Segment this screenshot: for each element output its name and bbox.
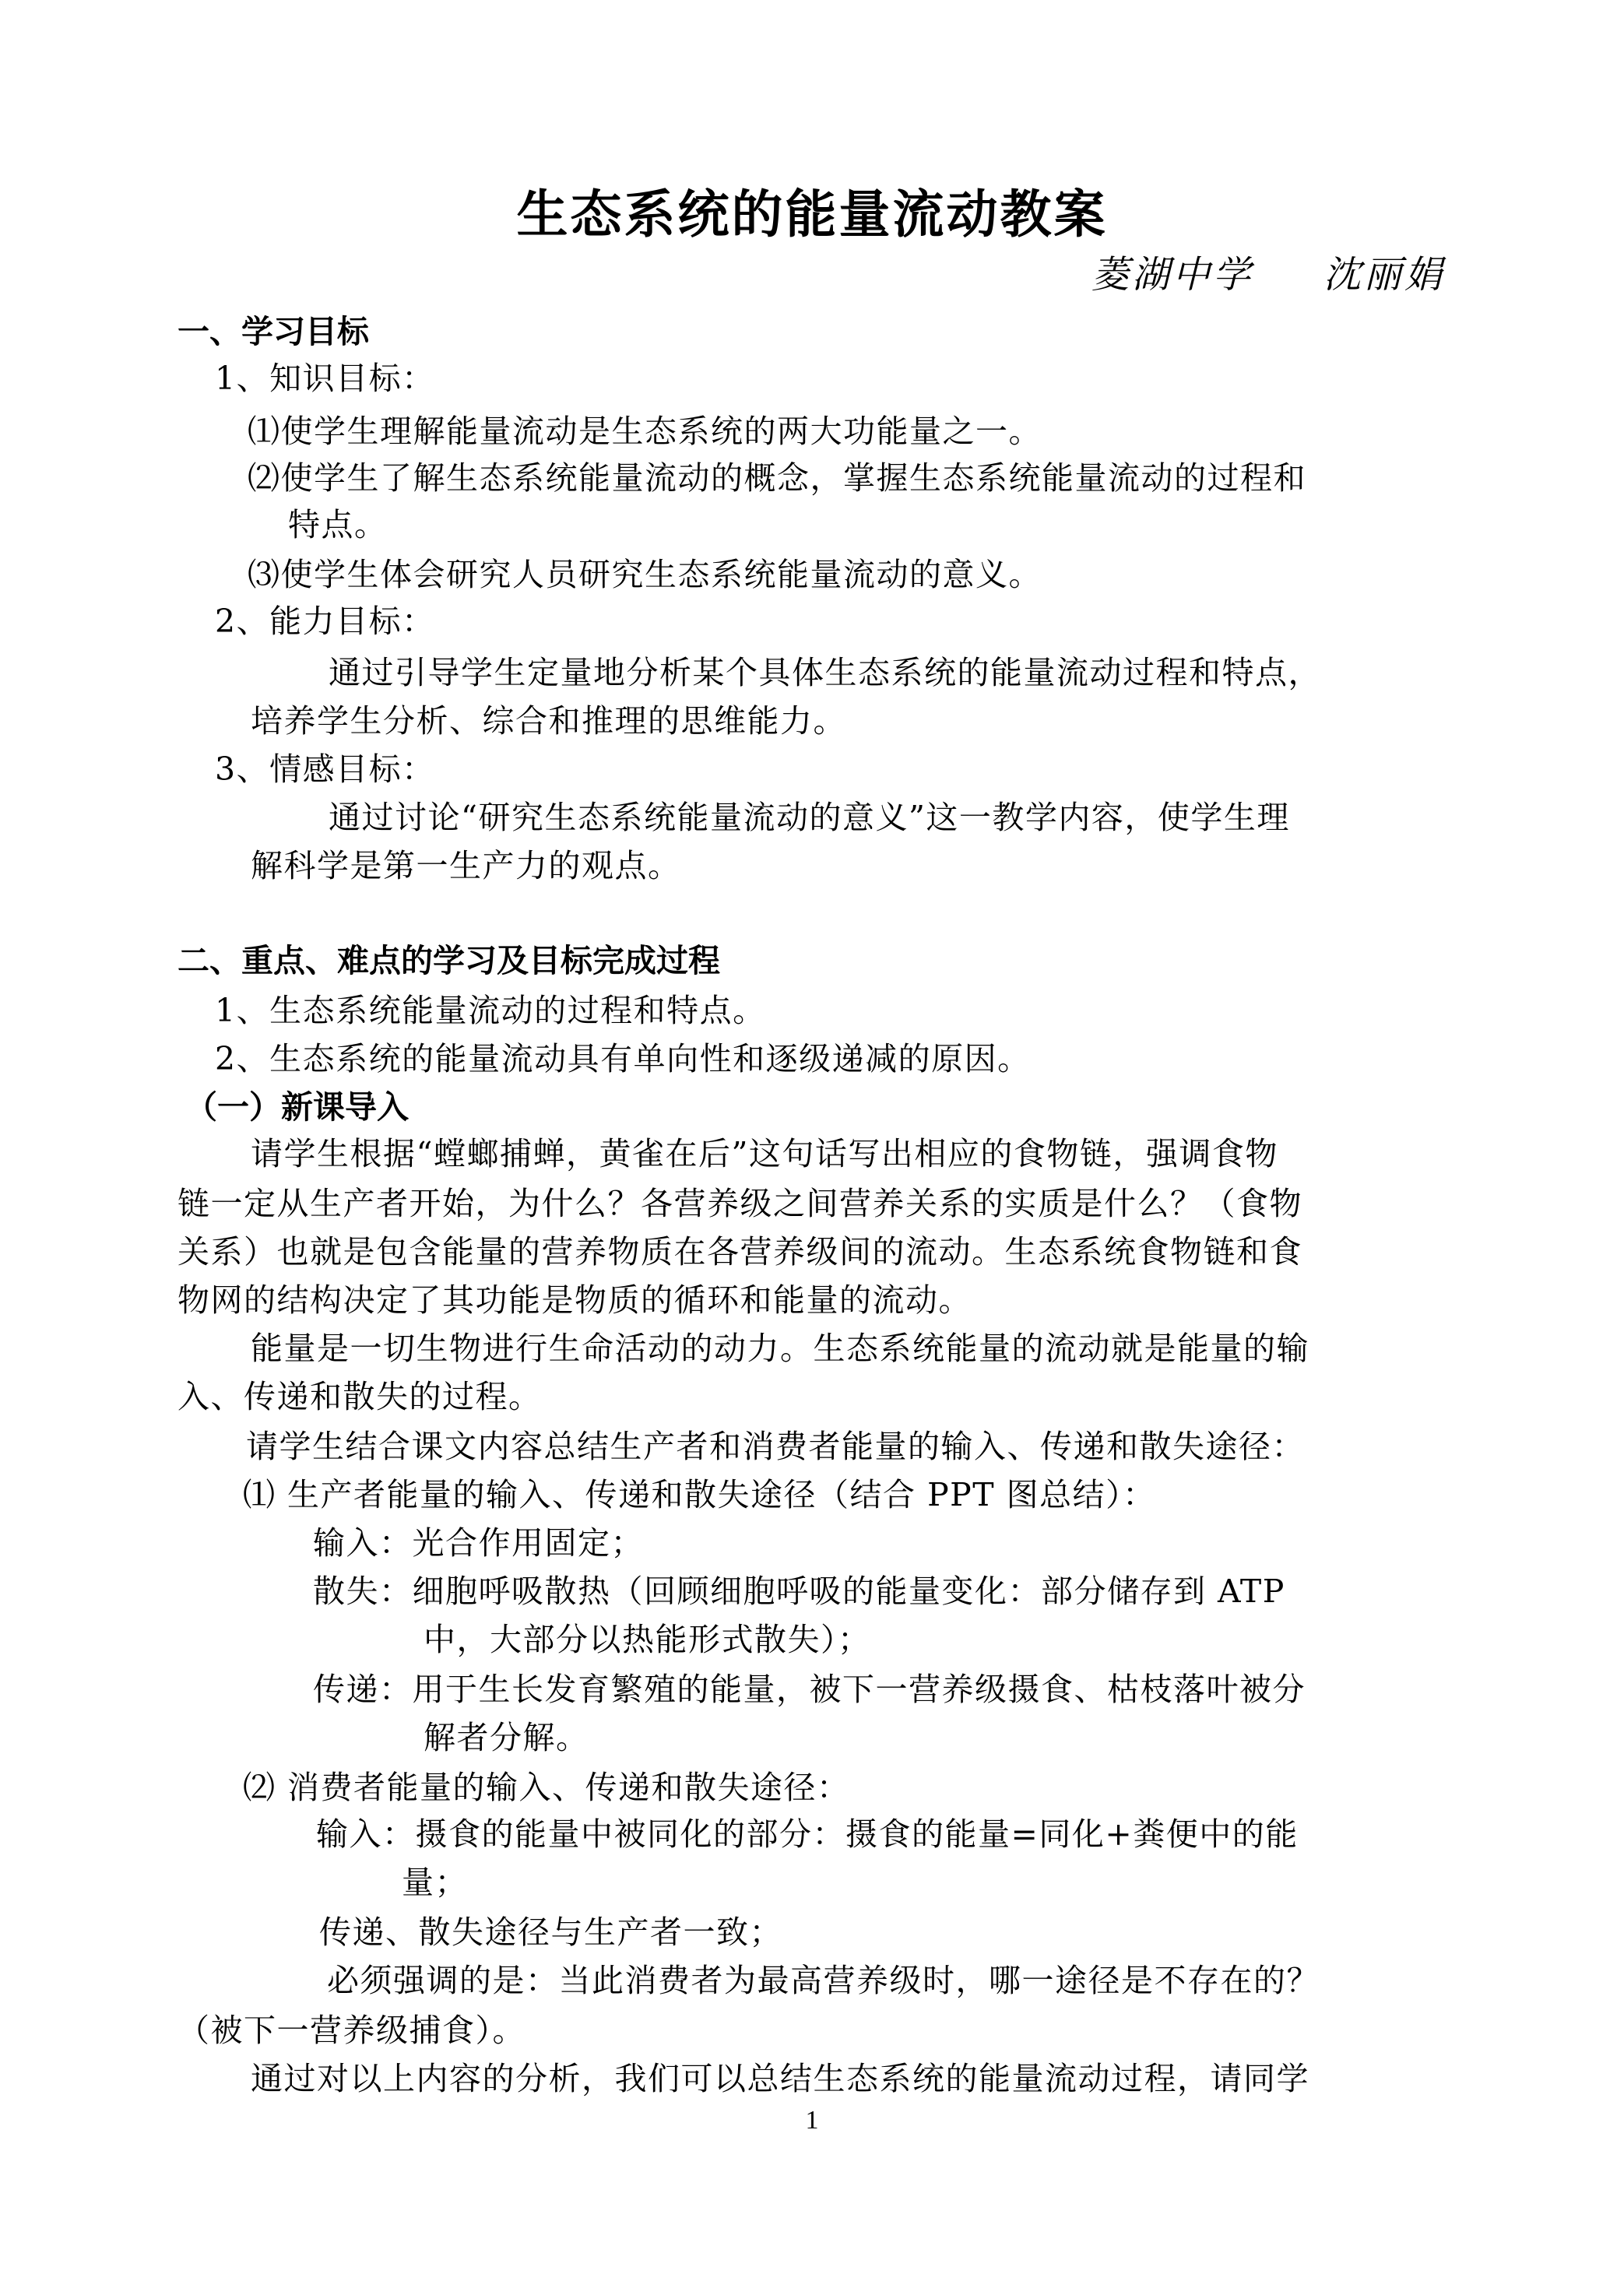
knowledge-objective-heading: 1、知识目标： — [215, 360, 435, 397]
consumer-transfer: 传递、散失途径与生产者一致； — [319, 1914, 782, 1951]
knowledge-item: ⑶使学生体会研究人员研究生态系统能量流动的意义。 — [248, 556, 1042, 593]
section-heading-key-points: 二、重点、难点的学习及目标完成过程 — [178, 942, 720, 979]
emotion-line: 通过讨论“研究生态系统能量流动的意义”这一教学内容，使学生理 — [329, 799, 1290, 836]
emphasis-line-cont: （被下一营养级捕食）。 — [178, 2012, 526, 2049]
knowledge-item: ⑴使学生理解能量流动是生态系统的两大功能量之一。 — [248, 413, 1042, 450]
page-number: 1 — [805, 2106, 819, 2135]
intro-paragraph-line: 物网的结构决定了其功能是物质的循环和能量的流动。 — [178, 1281, 972, 1319]
producer-transfer-cont: 解者分解。 — [424, 1719, 589, 1756]
key-point: 2、生态系统的能量流动具有单向性和逐级递减的原因。 — [215, 1040, 1031, 1077]
intro-paragraph-line: 关系）也就是包含能量的营养物质在各营养级间的流动。生态系统食物链和食 — [178, 1233, 1302, 1271]
ability-line: 通过引导学生定量地分析某个具体生态系统的能量流动过程和特点， — [329, 654, 1321, 691]
author-name: 沈丽娟 — [1323, 253, 1445, 297]
emphasis-line: 必须强调的是：当此消费者为最高营养级时，哪一途径是不存在的？ — [327, 1962, 1320, 1999]
intro-paragraph-line: 链一定从生产者开始，为什么？各营养级之间营养关系的实质是什么？（食物 — [178, 1185, 1302, 1222]
producer-dissipation-cont: 中，大部分以热能形式散失）； — [424, 1621, 871, 1658]
producer-pathway-heading: ⑴ 生产者能量的输入、传递和散失途径（结合 PPT 图总结）： — [243, 1476, 1156, 1513]
ability-line: 培养学生分析、综合和推理的思维能力。 — [251, 702, 846, 740]
subsection-heading-intro: （一）新课导入 — [185, 1088, 409, 1126]
consumer-pathway-heading: ⑵ 消费者能量的输入、传递和散失途径： — [243, 1769, 850, 1806]
summary-line: 通过对以上内容的分析，我们可以总结生态系统的能量流动过程，请同学 — [251, 2060, 1309, 2097]
producer-input: 输入：光合作用固定； — [313, 1524, 644, 1562]
knowledge-item: 特点。 — [288, 506, 388, 543]
producer-transfer: 传递：用于生长发育繁殖的能量，被下一营养级摄食、枯枝落叶被分 — [313, 1671, 1306, 1708]
consumer-input: 输入：摄食的能量中被同化的部分：摄食的能量=同化+粪便中的能 — [316, 1815, 1299, 1853]
consumer-input-cont: 量； — [402, 1864, 468, 1901]
ability-objective-heading: 2、能力目标： — [215, 603, 435, 640]
author-line — [1091, 251, 1445, 299]
knowledge-item: ⑵使学生了解生态系统能量流动的概念，掌握生态系统能量流动的过程和 — [248, 459, 1306, 497]
author-school: 菱湖中学 — [1091, 253, 1253, 297]
page-title: 生态系统的能量流动教案 — [516, 185, 1108, 244]
section-heading-objectives: 一、学习目标 — [178, 313, 369, 350]
emotion-line: 解科学是第一生产力的观点。 — [251, 847, 681, 884]
intro-paragraph-line: 能量是一切生物进行生命活动的动力。生态系统能量的流动就是能量的输 — [251, 1330, 1309, 1367]
producer-dissipation: 散失：细胞呼吸散热（回顾细胞呼吸的能量变化：部分储存到 ATP — [313, 1573, 1285, 1610]
intro-paragraph-line: 请学生结合课文内容总结生产者和消费者能量的输入、传递和散失途径： — [246, 1428, 1305, 1465]
intro-paragraph-line: 入、传递和散失的过程。 — [178, 1378, 542, 1415]
intro-paragraph-line: 请学生根据“螳螂捕蝉，黄雀在后”这句话写出相应的食物链，强调食物 — [251, 1135, 1278, 1172]
key-point: 1、生态系统能量流动的过程和特点。 — [215, 992, 766, 1029]
emotion-objective-heading: 3、情感目标： — [215, 750, 435, 788]
